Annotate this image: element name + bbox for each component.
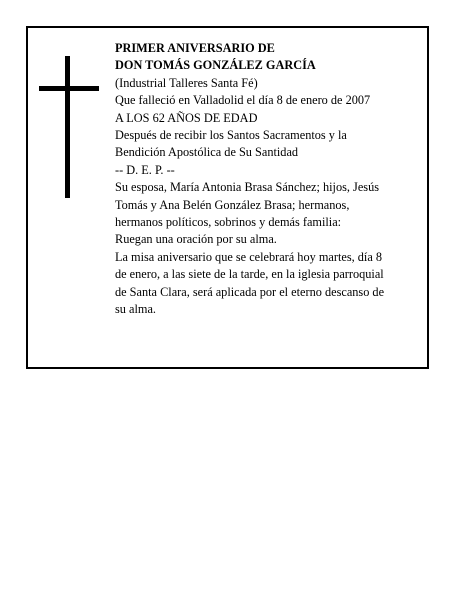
family-line-3: hermanos políticos, sobrinos y demás familia: [115, 215, 342, 230]
family-line-1: Su esposa, María Antonia Brasa Sánchez; hijos, Jesús [115, 180, 379, 195]
notice-heading-line-1: PRIMER ANIVERSARIO DE [115, 41, 275, 55]
mass-line-3: de Santa Clara, será aplicada por el eterno descanso de [115, 284, 385, 299]
cross-icon [39, 56, 99, 198]
death-date-line: Que falleció en Valladolid el día 8 de enero de 2007 [115, 93, 371, 108]
affiliation-line: (Industrial Talleres Santa Fé) [115, 75, 258, 90]
rip-line: -- D. E. P. -- [115, 162, 175, 177]
obituary-notice [26, 26, 429, 369]
prayer-line: Ruegan una oración por su alma. [115, 232, 277, 247]
mass-line-1: La misa aniversario que se celebrará hoy martes, día 8 [115, 249, 383, 264]
family-line-2: Tomás y Ana Belén González Brasa; hermanos, [115, 197, 350, 212]
sacraments-line-1: Después de recibir los Santos Sacramentos y la [115, 128, 347, 143]
sacraments-line-2: Bendición Apostólica de Su Santidad [115, 145, 299, 160]
age-line: A LOS 62 AÑOS DE EDAD [115, 110, 258, 125]
mass-line-4: su alma. [115, 302, 156, 317]
notice-text [115, 40, 415, 319]
notice-heading-line-2: DON TOMÁS GONZÁLEZ GARCÍA [115, 58, 316, 73]
cross-horizontal-bar [39, 86, 99, 91]
mass-line-2: de enero, a las siete de la tarde, en la iglesia parroquial [115, 267, 384, 282]
cross-vertical-bar [65, 56, 70, 198]
